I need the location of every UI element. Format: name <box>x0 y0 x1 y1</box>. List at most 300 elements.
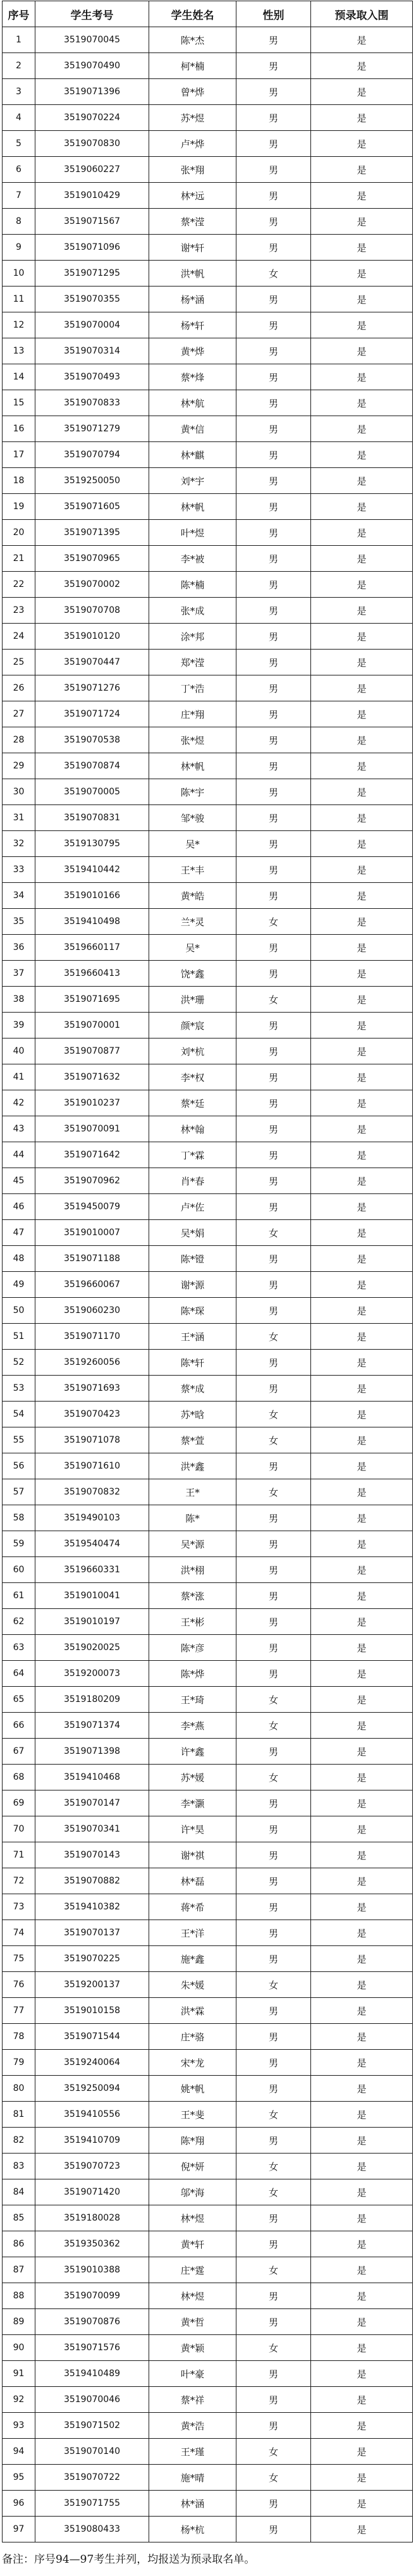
table-row <box>3 1713 413 1739</box>
student-name-cell: 李*灏 <box>149 1790 236 1816</box>
table-row <box>3 1064 413 1090</box>
student-name-cell: 陈* <box>149 1505 236 1531</box>
gender-cell: 男 <box>236 287 311 312</box>
table-row <box>3 2050 413 2076</box>
student-name-cell: 刘*宇 <box>149 468 236 494</box>
pre-admission-cell: 是 <box>311 2387 413 2413</box>
exam-number-cell: 3519410468 <box>35 1765 149 1790</box>
student-name-cell: 蔡*涨 <box>149 1583 236 1609</box>
student-name-cell: 叶*煜 <box>149 520 236 546</box>
gender-cell: 男 <box>236 2309 311 2335</box>
table-row <box>3 183 413 209</box>
pre-admission-cell: 是 <box>311 2024 413 2050</box>
exam-number-cell: 3519071695 <box>35 987 149 1013</box>
pre-admission-cell: 是 <box>311 1998 413 2024</box>
gender-cell: 男 <box>236 1453 311 1479</box>
exam-number-cell: 3519070832 <box>35 1479 149 1505</box>
student-name-cell: 张*翔 <box>149 157 236 183</box>
exam-number-cell: 3519070143 <box>35 1842 149 1868</box>
gender-cell: 男 <box>236 831 311 857</box>
table-row <box>3 1635 413 1661</box>
student-name-cell: 蔡*烽 <box>149 364 236 390</box>
gender-cell: 男 <box>236 961 311 987</box>
student-name-cell: 施*鑫 <box>149 1946 236 1972</box>
student-name-cell: 丁*霖 <box>149 1142 236 1168</box>
pre-admission-cell: 是 <box>311 468 413 494</box>
table-row <box>3 312 413 338</box>
serial-cell: 14 <box>3 364 35 390</box>
exam-number-cell: 3519070833 <box>35 390 149 416</box>
gender-cell: 男 <box>236 1583 311 1609</box>
exam-number-cell: 3519070225 <box>35 1946 149 1972</box>
exam-number-cell: 3519070538 <box>35 727 149 753</box>
table-row <box>3 2361 413 2387</box>
pre-admission-cell: 是 <box>311 27 413 53</box>
exam-number-cell: 3519070874 <box>35 753 149 779</box>
table-row <box>3 935 413 961</box>
table-row <box>3 1168 413 1194</box>
exam-number-cell: 3519070140 <box>35 2439 149 2465</box>
table-row <box>3 961 413 987</box>
student-name-cell: 林*煜 <box>149 2205 236 2231</box>
serial-cell: 42 <box>3 1090 35 1116</box>
exam-number-cell: 3519180209 <box>35 1687 149 1713</box>
pre-admission-cell: 是 <box>311 935 413 961</box>
gender-cell: 女 <box>236 1427 311 1453</box>
table-row <box>3 624 413 650</box>
serial-cell: 44 <box>3 1142 35 1168</box>
pre-admission-cell: 是 <box>311 1946 413 1972</box>
gender-cell: 男 <box>236 857 311 883</box>
pre-admission-cell: 是 <box>311 494 413 520</box>
table-row <box>3 1090 413 1116</box>
pre-admission-cell: 是 <box>311 779 413 805</box>
student-name-cell: 许*昊 <box>149 1816 236 1842</box>
gender-cell: 男 <box>236 157 311 183</box>
student-name-cell: 林*磊 <box>149 1868 236 1894</box>
pre-admission-cell: 是 <box>311 1661 413 1687</box>
serial-cell: 38 <box>3 987 35 1013</box>
exam-number-cell: 3519070045 <box>35 27 149 53</box>
exam-number-cell: 3519070002 <box>35 572 149 598</box>
student-name-cell: 李*被 <box>149 546 236 572</box>
table-row <box>3 546 413 572</box>
student-name-cell: 庄*翔 <box>149 701 236 727</box>
serial-cell: 77 <box>3 1998 35 2024</box>
table-row <box>3 1116 413 1142</box>
gender-cell: 男 <box>236 53 311 79</box>
student-name-cell: 王*涵 <box>149 1324 236 1350</box>
exam-number-cell: 3519070794 <box>35 442 149 468</box>
exam-number-cell: 3519070882 <box>35 1868 149 1894</box>
exam-number-cell: 3519660067 <box>35 1272 149 1298</box>
exam-number-cell: 3519070831 <box>35 805 149 831</box>
pre-admission-cell: 是 <box>311 1427 413 1453</box>
exam-number-cell: 3519071610 <box>35 1453 149 1479</box>
table-row <box>3 416 413 442</box>
student-name-cell: 陈*镫 <box>149 1246 236 1272</box>
pre-admission-cell: 是 <box>311 2205 413 2231</box>
serial-cell: 36 <box>3 935 35 961</box>
pre-admission-cell: 是 <box>311 1531 413 1557</box>
pre-admission-cell: 是 <box>311 2076 413 2102</box>
exam-number-cell: 3519070004 <box>35 312 149 338</box>
table-row <box>3 338 413 364</box>
student-name-cell: 蔡*成 <box>149 1376 236 1402</box>
pre-admission-cell: 是 <box>311 1816 413 1842</box>
serial-cell: 15 <box>3 390 35 416</box>
serial-cell: 73 <box>3 1894 35 1920</box>
serial-cell: 47 <box>3 1220 35 1246</box>
pre-admission-cell: 是 <box>311 1842 413 1868</box>
gender-cell: 男 <box>236 1920 311 1946</box>
pre-admission-cell: 是 <box>311 1376 413 1402</box>
gender-cell: 女 <box>236 1324 311 1350</box>
exam-number-cell: 3519070722 <box>35 2465 149 2491</box>
table-row <box>3 1557 413 1583</box>
serial-cell: 35 <box>3 909 35 935</box>
student-name-cell: 蔡*萱 <box>149 1427 236 1453</box>
pre-admission-cell: 是 <box>311 209 413 235</box>
gender-cell: 男 <box>236 1116 311 1142</box>
gender-cell: 男 <box>236 598 311 624</box>
table-row <box>3 1687 413 1713</box>
table-row <box>3 1142 413 1168</box>
serial-cell: 88 <box>3 2283 35 2309</box>
serial-cell: 32 <box>3 831 35 857</box>
serial-cell: 91 <box>3 2361 35 2387</box>
gender-cell: 男 <box>236 883 311 909</box>
table-row <box>3 1894 413 1920</box>
serial-cell: 30 <box>3 779 35 805</box>
pre-admission-cell: 是 <box>311 857 413 883</box>
pre-admission-cell: 是 <box>311 520 413 546</box>
student-name-cell: 吴*源 <box>149 1531 236 1557</box>
pre-admission-cell: 是 <box>311 1453 413 1479</box>
pre-admission-cell: 是 <box>311 2309 413 2335</box>
student-name-cell: 杨*轩 <box>149 312 236 338</box>
gender-cell: 男 <box>236 105 311 131</box>
gender-cell: 女 <box>236 1765 311 1790</box>
pre-admission-cell: 是 <box>311 572 413 598</box>
pre-admission-cell: 是 <box>311 1713 413 1739</box>
serial-cell: 20 <box>3 520 35 546</box>
student-name-cell: 吴* <box>149 935 236 961</box>
exam-number-cell: 3519070355 <box>35 287 149 312</box>
gender-cell: 男 <box>236 1946 311 1972</box>
gender-cell: 男 <box>236 1298 311 1324</box>
gender-cell: 女 <box>236 2179 311 2205</box>
student-name-cell: 蔡*滢 <box>149 209 236 235</box>
table-row <box>3 2465 413 2491</box>
table-row <box>3 1376 413 1402</box>
serial-cell: 76 <box>3 1972 35 1998</box>
table-row <box>3 2335 413 2361</box>
table-row <box>3 1816 413 1842</box>
serial-cell: 68 <box>3 1765 35 1790</box>
gender-cell: 女 <box>236 1479 311 1505</box>
pre-admission-cell: 是 <box>311 598 413 624</box>
exam-number-cell: 3519070877 <box>35 1038 149 1064</box>
exam-number-cell: 3519240064 <box>35 2050 149 2076</box>
table-row <box>3 1427 413 1453</box>
exam-number-cell: 3519071395 <box>35 520 149 546</box>
table-row <box>3 2102 413 2128</box>
serial-cell: 70 <box>3 1816 35 1842</box>
pre-admission-cell: 是 <box>311 1972 413 1998</box>
exam-number-cell: 3519450079 <box>35 1194 149 1220</box>
gender-cell: 男 <box>236 1505 311 1531</box>
exam-number-cell: 3519070099 <box>35 2283 149 2309</box>
table-row <box>3 598 413 624</box>
serial-cell: 71 <box>3 1842 35 1868</box>
exam-number-cell: 3519070708 <box>35 598 149 624</box>
gender-cell: 男 <box>236 727 311 753</box>
header-row <box>3 1 413 27</box>
serial-cell: 78 <box>3 2024 35 2050</box>
table-row <box>3 1350 413 1376</box>
gender-cell: 女 <box>236 2439 311 2465</box>
table-row <box>3 1479 413 1505</box>
student-name-cell: 倪*妍 <box>149 2154 236 2179</box>
pre-admission-cell: 是 <box>311 650 413 675</box>
student-name-cell: 黄*信 <box>149 416 236 442</box>
pre-admission-cell: 是 <box>311 2361 413 2387</box>
table-row <box>3 520 413 546</box>
gender-cell: 女 <box>236 1220 311 1246</box>
table-row <box>3 909 413 935</box>
student-name-cell: 曾*烨 <box>149 79 236 105</box>
exam-number-cell: 3519490103 <box>35 1505 149 1531</box>
pre-admission-cell: 是 <box>311 1687 413 1713</box>
student-name-cell: 朱*媛 <box>149 1972 236 1998</box>
table-row <box>3 494 413 520</box>
pre-admission-cell: 是 <box>311 390 413 416</box>
pre-admission-cell: 是 <box>311 1635 413 1661</box>
pre-admission-cell: 是 <box>311 312 413 338</box>
exam-number-cell: 3519071398 <box>35 1739 149 1765</box>
table-row <box>3 1220 413 1246</box>
gender-cell: 男 <box>236 1246 311 1272</box>
pre-admission-cell: 是 <box>311 157 413 183</box>
serial-cell: 43 <box>3 1116 35 1142</box>
gender-cell: 男 <box>236 520 311 546</box>
table-row <box>3 1453 413 1479</box>
pre-admission-cell: 是 <box>311 1013 413 1038</box>
gender-cell: 男 <box>236 2361 311 2387</box>
gender-cell: 男 <box>236 624 311 650</box>
serial-cell: 24 <box>3 624 35 650</box>
table-row <box>3 261 413 287</box>
serial-cell: 50 <box>3 1298 35 1324</box>
student-name-cell: 苏*煜 <box>149 105 236 131</box>
serial-cell: 61 <box>3 1583 35 1609</box>
serial-cell: 39 <box>3 1013 35 1038</box>
exam-number-cell: 3519071567 <box>35 209 149 235</box>
exam-number-cell: 3519071693 <box>35 1376 149 1402</box>
pre-admission-cell: 是 <box>311 1868 413 1894</box>
table-body <box>3 27 413 2542</box>
table-row <box>3 831 413 857</box>
table-row <box>3 779 413 805</box>
serial-cell: 31 <box>3 805 35 831</box>
student-name-cell: 施*晴 <box>149 2465 236 2491</box>
gender-cell: 男 <box>236 1635 311 1661</box>
student-name-cell: 陈*杰 <box>149 27 236 53</box>
serial-cell: 63 <box>3 1635 35 1661</box>
serial-cell: 49 <box>3 1272 35 1298</box>
table-row <box>3 131 413 157</box>
student-name-cell: 王* <box>149 1479 236 1505</box>
student-name-cell: 林*涵 <box>149 2491 236 2517</box>
table-row <box>3 2154 413 2179</box>
table-row <box>3 2413 413 2439</box>
exam-number-cell: 3519010197 <box>35 1609 149 1635</box>
serial-cell: 87 <box>3 2257 35 2283</box>
exam-number-cell: 3519660413 <box>35 961 149 987</box>
gender-cell: 男 <box>236 2076 311 2102</box>
table-row <box>3 701 413 727</box>
exam-number-cell: 3519071544 <box>35 2024 149 2050</box>
pre-admission-cell: 是 <box>311 79 413 105</box>
pre-admission-cell: 是 <box>311 287 413 312</box>
student-name-cell: 黄*哲 <box>149 2309 236 2335</box>
gender-cell: 女 <box>236 1402 311 1427</box>
exam-number-cell: 3519070723 <box>35 2154 149 2179</box>
serial-cell: 37 <box>3 961 35 987</box>
gender-cell: 男 <box>236 390 311 416</box>
pre-admission-cell: 是 <box>311 1168 413 1194</box>
exam-number-cell: 3519070962 <box>35 1168 149 1194</box>
table-row <box>3 1013 413 1038</box>
serial-cell: 11 <box>3 287 35 312</box>
gender-cell: 男 <box>236 1168 311 1194</box>
gender-cell: 男 <box>236 131 311 157</box>
student-name-cell: 洪*栩 <box>149 1557 236 1583</box>
serial-cell: 57 <box>3 1479 35 1505</box>
pre-admission-cell: 是 <box>311 1350 413 1376</box>
serial-cell: 95 <box>3 2465 35 2491</box>
gender-cell: 男 <box>236 650 311 675</box>
gender-cell: 男 <box>236 1842 311 1868</box>
pre-admission-cell: 是 <box>311 1583 413 1609</box>
gender-cell: 男 <box>236 312 311 338</box>
gender-cell: 男 <box>236 2128 311 2154</box>
student-name-cell: 叶*豪 <box>149 2361 236 2387</box>
serial-cell: 56 <box>3 1453 35 1479</box>
pre-admission-cell: 是 <box>311 183 413 209</box>
gender-cell: 男 <box>236 1609 311 1635</box>
serial-cell: 33 <box>3 857 35 883</box>
student-name-cell: 林*麒 <box>149 442 236 468</box>
gender-cell: 男 <box>236 572 311 598</box>
pre-admission-cell: 是 <box>311 442 413 468</box>
serial-cell: 62 <box>3 1609 35 1635</box>
serial-cell: 89 <box>3 2309 35 2335</box>
table-row <box>3 1298 413 1324</box>
exam-number-cell: 3519410442 <box>35 857 149 883</box>
serial-cell: 75 <box>3 1946 35 1972</box>
pre-admission-cell: 是 <box>311 883 413 909</box>
pre-admission-cell: 是 <box>311 338 413 364</box>
student-name-cell: 苏*晗 <box>149 1402 236 1427</box>
exam-number-cell: 3519180028 <box>35 2205 149 2231</box>
pre-admission-cell: 是 <box>311 805 413 831</box>
gender-cell: 男 <box>236 416 311 442</box>
student-name-cell: 邬*海 <box>149 2179 236 2205</box>
pre-admission-cell: 是 <box>311 2517 413 2542</box>
exam-number-cell: 3519070341 <box>35 1816 149 1842</box>
serial-cell: 17 <box>3 442 35 468</box>
student-name-cell: 谢*祺 <box>149 1842 236 1868</box>
exam-number-cell: 3519070965 <box>35 546 149 572</box>
student-name-cell: 王*琦 <box>149 1687 236 1713</box>
table-row <box>3 1739 413 1765</box>
pre-admission-cell: 是 <box>311 675 413 701</box>
table-row <box>3 987 413 1013</box>
table-row <box>3 53 413 79</box>
header-serial: 序号 <box>3 1 35 27</box>
student-name-cell: 兰*灵 <box>149 909 236 935</box>
table-row <box>3 1324 413 1350</box>
gender-cell: 男 <box>236 364 311 390</box>
serial-cell: 18 <box>3 468 35 494</box>
gender-cell: 男 <box>236 701 311 727</box>
student-name-cell: 蔡*祥 <box>149 2387 236 2413</box>
student-name-cell: 颜*宸 <box>149 1013 236 1038</box>
student-name-cell: 吴*娟 <box>149 1220 236 1246</box>
table-row <box>3 157 413 183</box>
student-name-cell: 吴* <box>149 831 236 857</box>
pre-admission-cell: 是 <box>311 2154 413 2179</box>
pre-admission-cell: 是 <box>311 1324 413 1350</box>
table-row <box>3 727 413 753</box>
pre-admission-cell: 是 <box>311 1739 413 1765</box>
student-name-cell: 饶*鑫 <box>149 961 236 987</box>
exam-number-cell: 3519071096 <box>35 235 149 261</box>
table-row <box>3 1842 413 1868</box>
serial-cell: 21 <box>3 546 35 572</box>
table-row <box>3 883 413 909</box>
serial-cell: 92 <box>3 2387 35 2413</box>
serial-cell: 64 <box>3 1661 35 1687</box>
table-row <box>3 209 413 235</box>
serial-cell: 8 <box>3 209 35 235</box>
pre-admission-cell: 是 <box>311 2439 413 2465</box>
table-row <box>3 1272 413 1298</box>
exam-number-cell: 3519010237 <box>35 1090 149 1116</box>
table-row <box>3 364 413 390</box>
student-name-cell: 黄*皓 <box>149 883 236 909</box>
student-name-cell: 丁*浩 <box>149 675 236 701</box>
student-name-cell: 许*鑫 <box>149 1739 236 1765</box>
pre-admission-cell: 是 <box>311 2102 413 2128</box>
gender-cell: 男 <box>236 1894 311 1920</box>
exam-number-cell: 3519070490 <box>35 53 149 79</box>
student-name-cell: 林*翰 <box>149 1116 236 1142</box>
gender-cell: 男 <box>236 1013 311 1038</box>
pre-admission-cell: 是 <box>311 2231 413 2257</box>
exam-number-cell: 3519071420 <box>35 2179 149 2205</box>
student-name-cell: 张*成 <box>149 598 236 624</box>
student-name-cell: 卢*烨 <box>149 131 236 157</box>
student-name-cell: 洪*珊 <box>149 987 236 1013</box>
pre-admission-cell: 是 <box>311 1272 413 1298</box>
exam-number-cell: 3519010158 <box>35 1998 149 2024</box>
serial-cell: 13 <box>3 338 35 364</box>
serial-cell: 22 <box>3 572 35 598</box>
gender-cell: 男 <box>236 1064 311 1090</box>
